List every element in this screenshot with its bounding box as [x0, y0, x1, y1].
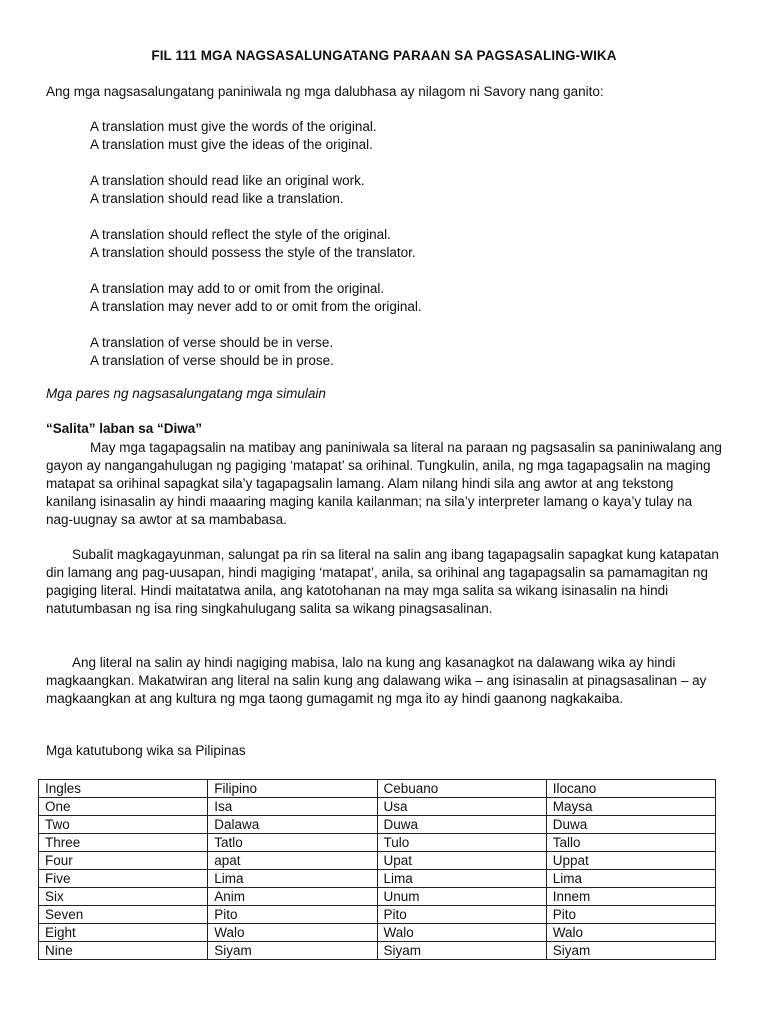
- table-cell: Lima: [546, 870, 715, 888]
- principle-line: A translation may add to or omit from the original.: [90, 281, 385, 296]
- table-cell: Nine: [39, 942, 208, 960]
- principle-line: A translation may never add to or omit from the original.: [90, 299, 422, 314]
- table-cell: Seven: [39, 906, 208, 924]
- table-row: [39, 852, 716, 870]
- table-cell: Lima: [208, 870, 377, 888]
- table-cell: Walo: [208, 924, 377, 942]
- principle-pair: [90, 226, 422, 262]
- table-cell: Innem: [546, 888, 715, 906]
- principle-pair: [90, 118, 422, 154]
- table-cell: Dalawa: [208, 816, 377, 834]
- principle-line: A translation of verse should be in prose.: [90, 353, 334, 368]
- table-cell: Siyam: [377, 942, 546, 960]
- table-cell: Tallo: [546, 834, 715, 852]
- document-title: FIL 111 MGA NAGSASALUNGATANG PARAAN SA PAGSASALING-WIKA: [151, 48, 617, 63]
- table-row: [39, 888, 716, 906]
- table-cell: Isa: [208, 798, 377, 816]
- principle-line: A translation must give the ideas of the original.: [90, 137, 373, 152]
- table-header-row: [39, 780, 716, 798]
- translation-principles-list: [90, 118, 422, 388]
- table-cell: Eight: [39, 924, 208, 942]
- header-cell: Ingles: [39, 780, 208, 798]
- table-cell: Six: [39, 888, 208, 906]
- numbers-table: [38, 779, 716, 960]
- header-cell: Ilocano: [546, 780, 715, 798]
- principle-line: A translation should read like an original work.: [90, 173, 365, 188]
- paragraph-2: Subalit magkagayunman, salungat pa rin sa literal na salin ang ibang tagapagsalin sapagkat kung katapatan din lamang ang pag-uusapan, hindi magiging ‘matapat’, anila, sa orihinal ang tagapagsalin sa pamamagitan ng pagiging literal. Hindi maitatatwa anila, ang katotohanan na may mga salita sa wikang isinasalin na hindi natutumbasan ng isa ring singkahulugang salita sa wikang pinagsasalinan.: [46, 547, 719, 616]
- principle-line: A translation should read like a translation.: [90, 191, 344, 206]
- table-cell: Siyam: [208, 942, 377, 960]
- table-cell: Unum: [377, 888, 546, 906]
- table-cell: Three: [39, 834, 208, 852]
- table-cell: Usa: [377, 798, 546, 816]
- table-row: [39, 870, 716, 888]
- table-cell: Walo: [377, 924, 546, 942]
- table-cell: Pito: [208, 906, 377, 924]
- table-cell: apat: [208, 852, 377, 870]
- table-cell: Pito: [377, 906, 546, 924]
- header-cell: Filipino: [208, 780, 377, 798]
- table-cell: Tulo: [377, 834, 546, 852]
- principle-line: A translation should reflect the style of the original.: [90, 227, 391, 242]
- table-cell: Two: [39, 816, 208, 834]
- paragraph-1: May mga tagapagsalin na matibay ang paniniwala sa literal na paraan ng pagsasalin sa paniniwalang ang gayon ay nangangahulugan ng pagiging ‘matapat’ sa orihinal. Tungkulin, anila, ng mga tagapagsalin na maging matapat sa orihinal sapagkat sila’y tagapagsalin lamang. Alam nilang hindi sila ang awtor at ang tekstong kanilang isinasalin ay hindi maaaring maging kanila kailanman; na sila’y interpreter lamang o kaya’y tulay na nag-uugnay sa awtor at sa mambabasa.: [46, 440, 722, 527]
- header-cell: Cebuano: [377, 780, 546, 798]
- principle-line: A translation of verse should be in verse.: [90, 335, 334, 350]
- table-cell: Pito: [546, 906, 715, 924]
- principle-pair: [90, 280, 422, 316]
- section-title: “Salita” laban sa “Diwa”: [46, 421, 203, 436]
- table-row: [39, 942, 716, 960]
- paragraph-3: Ang literal na salin ay hindi nagiging mabisa, lalo na kung ang kasanagkot na dalawang wika ay hindi magkaangkan. Makatwiran ang literal na salin kung ang dalawang wika – ang isinasalin at pinagsasalinan – ay magkaangkan at ang kultura ng mga taong gumagamit ng mga ito ay hindi gaanong nagkakaiba.: [46, 655, 707, 706]
- table-row: [39, 816, 716, 834]
- principle-line: A translation should possess the style of the translator.: [90, 245, 416, 260]
- table-cell: Five: [39, 870, 208, 888]
- principle-pair: [90, 172, 422, 208]
- table-cell: Lima: [377, 870, 546, 888]
- intro-text: Ang mga nagsasalungatang paniniwala ng mga dalubhasa ay nilagom ni Savory nang ganito:: [46, 84, 604, 99]
- table-row: [39, 798, 716, 816]
- table-cell: Duwa: [377, 816, 546, 834]
- table-cell: Uppat: [546, 852, 715, 870]
- principle-pair: [90, 334, 422, 370]
- table-row: [39, 906, 716, 924]
- table-cell: Duwa: [546, 816, 715, 834]
- table-cell: Siyam: [546, 942, 715, 960]
- table-cell: Tatlo: [208, 834, 377, 852]
- subheading: Mga pares ng nagsasalungatang mga simulain: [46, 386, 326, 401]
- table-caption: Mga katutubong wika sa Pilipinas: [46, 743, 246, 758]
- table-row: [39, 834, 716, 852]
- table-cell: Maysa: [546, 798, 715, 816]
- table-cell: Four: [39, 852, 208, 870]
- table-cell: Walo: [546, 924, 715, 942]
- table-cell: One: [39, 798, 208, 816]
- table-cell: Anim: [208, 888, 377, 906]
- table-row: [39, 924, 716, 942]
- principle-line: A translation must give the words of the original.: [90, 119, 377, 134]
- table-cell: Upat: [377, 852, 546, 870]
